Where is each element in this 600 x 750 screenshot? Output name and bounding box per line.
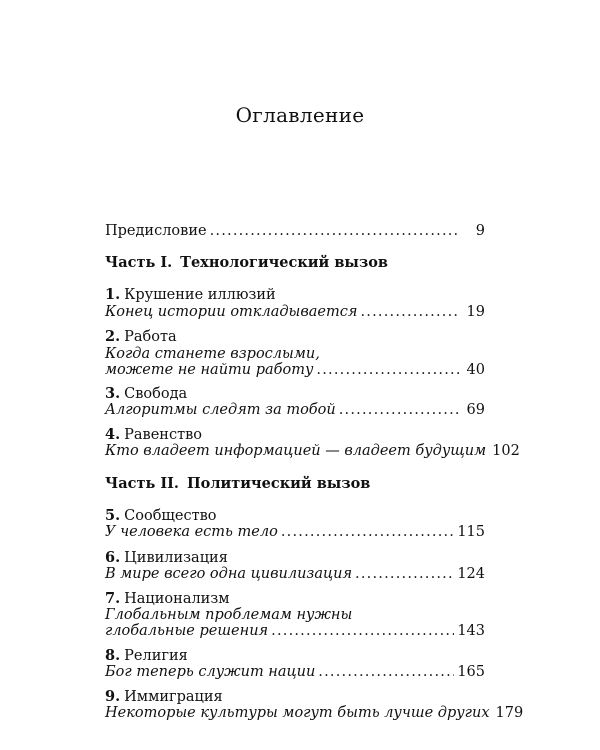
toc-entry-preface xyxy=(105,221,485,241)
toc-subtitle-4 xyxy=(105,441,520,461)
part-label: Часть II. xyxy=(105,475,179,492)
part-label: Часть I. xyxy=(105,254,173,271)
chapter-subtitle: Бог теперь служит нации xyxy=(105,664,316,680)
chapter-number: 8. xyxy=(105,647,121,664)
toc-subtitle-9 xyxy=(105,703,524,723)
chapter-number: 6. xyxy=(105,549,121,566)
part-name: Политический вызов xyxy=(186,475,371,492)
toc-page-number: 115 xyxy=(457,524,485,540)
toc-page-number: 9 xyxy=(475,223,485,239)
chapter-name: Иммиграция xyxy=(124,689,223,705)
leader-dots xyxy=(281,522,454,542)
toc-page-number: 165 xyxy=(457,664,485,680)
toc-page-number: 40 xyxy=(466,362,485,378)
chapter-number: 3. xyxy=(105,385,121,402)
chapter-subtitle: Кто владеет информацией — владеет будущим xyxy=(105,443,487,459)
leader-dots xyxy=(318,662,454,682)
toc-subtitle-3 xyxy=(105,400,485,420)
chapter-name: Религия xyxy=(124,648,188,664)
chapter-subtitle: В мире всего одна цивилизация xyxy=(105,566,353,582)
toc-entry-label: Предисловие xyxy=(105,223,207,239)
chapter-number: 4. xyxy=(105,426,121,443)
chapter-subtitle: Некоторые культуры могут быть лучше других xyxy=(105,705,490,721)
toc-page-number: 179 xyxy=(495,705,524,721)
chapter-subtitle: можете не найти работу xyxy=(105,362,314,378)
leader-dots xyxy=(271,621,454,641)
chapter-subtitle: глобальные решения xyxy=(105,623,269,639)
toc-subtitle-1 xyxy=(105,302,485,322)
toc-page-number: 69 xyxy=(466,402,485,418)
toc-subtitle-6 xyxy=(105,564,485,584)
chapter-subtitle: Когда станете взрослыми, xyxy=(105,346,320,362)
toc-subtitle-7b xyxy=(105,621,485,641)
leader-dots xyxy=(360,302,460,322)
chapter-subtitle: У человека есть тело xyxy=(105,524,278,540)
chapter-name: Сообщество xyxy=(124,508,217,524)
chapter-name: Работа xyxy=(124,329,177,345)
leader-dots xyxy=(210,221,460,241)
toc-page-number: 143 xyxy=(457,623,485,639)
chapter-subtitle: Алгоритмы следят за тобой xyxy=(105,402,336,418)
toc-subtitle-5 xyxy=(105,522,485,542)
chapter-name: Свобода xyxy=(124,386,188,402)
chapter-number: 2. xyxy=(105,328,121,345)
toc-page-number: 124 xyxy=(457,566,485,582)
chapter-number: 1. xyxy=(105,286,121,303)
chapter-subtitle: Конец истории откладывается xyxy=(105,304,358,320)
leader-dots xyxy=(355,564,454,584)
toc-part-2 xyxy=(105,474,485,494)
chapter-name: Цивилизация xyxy=(124,550,228,566)
page-title: Оглавление xyxy=(235,103,365,127)
chapter-number: 9. xyxy=(105,688,121,705)
chapter-name: Равенство xyxy=(124,427,202,443)
toc-page-number: 102 xyxy=(492,443,520,459)
toc-part-1 xyxy=(105,253,485,273)
leader-dots xyxy=(339,400,460,420)
chapter-name: Национализм xyxy=(124,591,230,607)
toc-page-number: 19 xyxy=(466,304,485,320)
chapter-number: 5. xyxy=(105,507,121,524)
leader-dots xyxy=(316,360,460,380)
chapter-number: 7. xyxy=(105,590,121,607)
chapter-subtitle: Глобальным проблемам нужны xyxy=(105,607,353,623)
chapter-name: Крушение иллюзий xyxy=(124,287,276,303)
toc-subtitle-8 xyxy=(105,662,485,682)
toc-subtitle-2b xyxy=(105,360,485,380)
part-name: Технологический вызов xyxy=(180,254,388,271)
